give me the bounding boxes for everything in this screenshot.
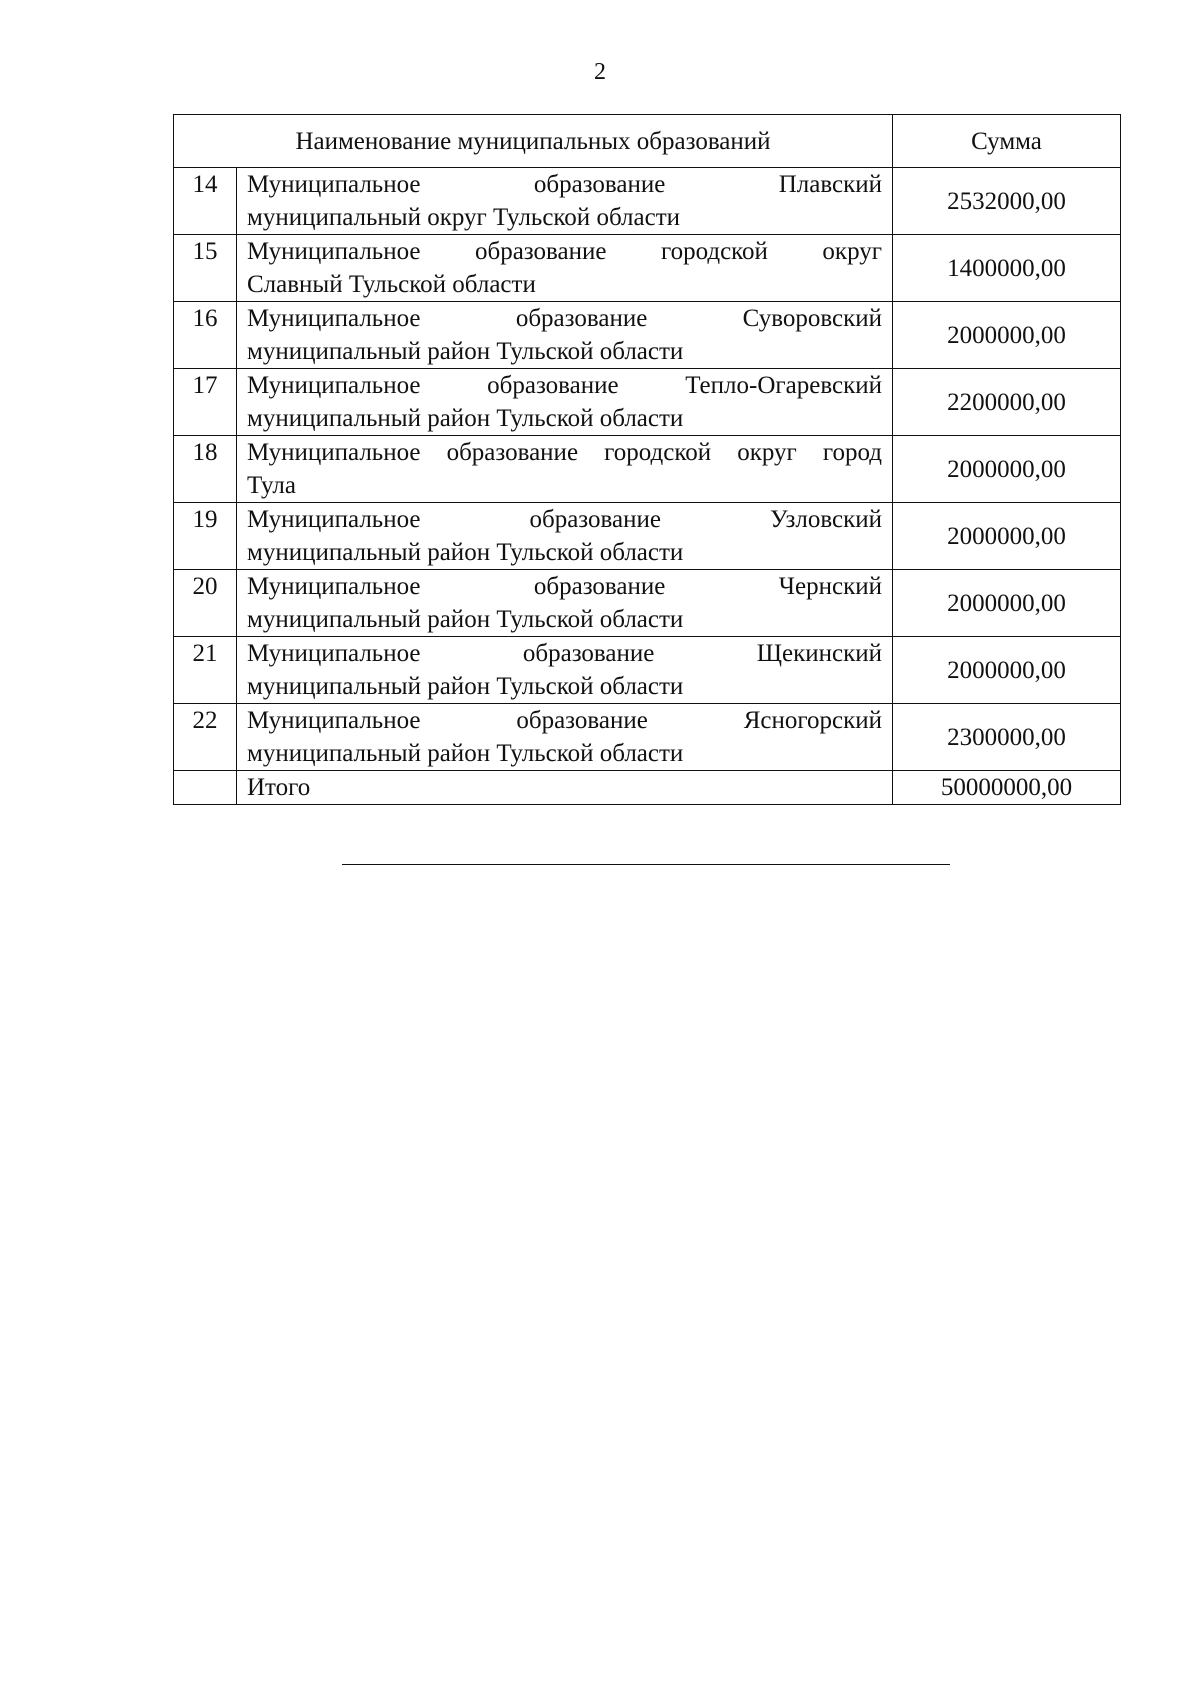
municipality-name bbox=[237, 168, 893, 235]
row-sum: 1400000,00 bbox=[893, 235, 1121, 302]
row-number: 18 bbox=[174, 436, 237, 503]
row-sum: 2000000,00 bbox=[893, 302, 1121, 369]
table-row bbox=[174, 436, 1121, 503]
row-sum: 2300000,00 bbox=[893, 704, 1121, 771]
row-number: 19 bbox=[174, 503, 237, 570]
municipality-name bbox=[237, 637, 893, 704]
row-sum: 2532000,00 bbox=[893, 168, 1121, 235]
municipality-name-line: муниципальный район Тульской области bbox=[247, 673, 684, 700]
municipality-name bbox=[237, 369, 893, 436]
row-number: 22 bbox=[174, 704, 237, 771]
table-row bbox=[174, 369, 1121, 436]
row-sum: 2000000,00 bbox=[893, 570, 1121, 637]
municipality-name bbox=[237, 302, 893, 369]
total-sum: 50000000,00 bbox=[893, 771, 1121, 805]
total-row bbox=[174, 771, 1121, 805]
municipality-name-line: Муниципальное образование Плавский bbox=[247, 171, 882, 198]
row-sum: 2000000,00 bbox=[893, 503, 1121, 570]
table-header-row bbox=[174, 115, 1121, 168]
header-name-column: Наименование муниципальных образований bbox=[174, 115, 893, 168]
municipality-name bbox=[237, 570, 893, 637]
row-number: 21 bbox=[174, 637, 237, 704]
municipality-name-line: Славный Тульской области bbox=[247, 271, 536, 298]
municipality-name-line: муниципальный округ Тульской области bbox=[247, 204, 681, 231]
header-sum-column: Сумма bbox=[893, 115, 1121, 168]
municipality-name bbox=[237, 436, 893, 503]
municipality-name-line: Муниципальное образование Узловский bbox=[247, 506, 882, 533]
row-number: 15 bbox=[174, 235, 237, 302]
table-row bbox=[174, 704, 1121, 771]
municipality-name-line: муниципальный район Тульской области bbox=[247, 405, 684, 432]
row-sum: 2000000,00 bbox=[893, 637, 1121, 704]
municipality-name-line: Муниципальное образование Суворовский bbox=[247, 305, 882, 332]
table-row bbox=[174, 302, 1121, 369]
municipality-name bbox=[237, 704, 893, 771]
allocation-table bbox=[173, 114, 1121, 805]
row-sum: 2000000,00 bbox=[893, 436, 1121, 503]
municipality-name-line: муниципальный район Тульской области bbox=[247, 338, 684, 365]
total-label: Итого bbox=[237, 771, 893, 805]
municipality-name-line: Муниципальное образование Тепло-Огаревский bbox=[247, 372, 882, 399]
table-row bbox=[174, 570, 1121, 637]
table-row bbox=[174, 503, 1121, 570]
municipality-name-line: Муниципальное образование Щекинский bbox=[247, 640, 882, 667]
table-row bbox=[174, 235, 1121, 302]
municipality-name-line: Муниципальное образование городской округ bbox=[247, 238, 882, 265]
municipality-name bbox=[237, 235, 893, 302]
municipality-name-line: Муниципальное образование Чернский bbox=[247, 573, 882, 600]
row-number: 20 bbox=[174, 570, 237, 637]
municipality-name-line: Муниципальное образование городской округ город bbox=[247, 439, 882, 466]
municipality-name-line: Тула bbox=[247, 472, 296, 499]
municipality-name bbox=[237, 503, 893, 570]
row-number: 16 bbox=[174, 302, 237, 369]
total-empty-cell bbox=[174, 771, 237, 805]
municipality-name-line: муниципальный район Тульской области bbox=[247, 740, 684, 767]
row-sum: 2200000,00 bbox=[893, 369, 1121, 436]
municipality-name-line: муниципальный район Тульской области bbox=[247, 539, 684, 566]
end-of-document-rule bbox=[342, 864, 950, 865]
row-number: 17 bbox=[174, 369, 237, 436]
municipality-name-line: Муниципальное образование Ясногорский bbox=[247, 707, 882, 734]
table-row bbox=[174, 637, 1121, 704]
page-number: 2 bbox=[594, 59, 606, 85]
municipality-name-line: муниципальный район Тульской области bbox=[247, 606, 684, 633]
row-number: 14 bbox=[174, 168, 237, 235]
table-row bbox=[174, 168, 1121, 235]
